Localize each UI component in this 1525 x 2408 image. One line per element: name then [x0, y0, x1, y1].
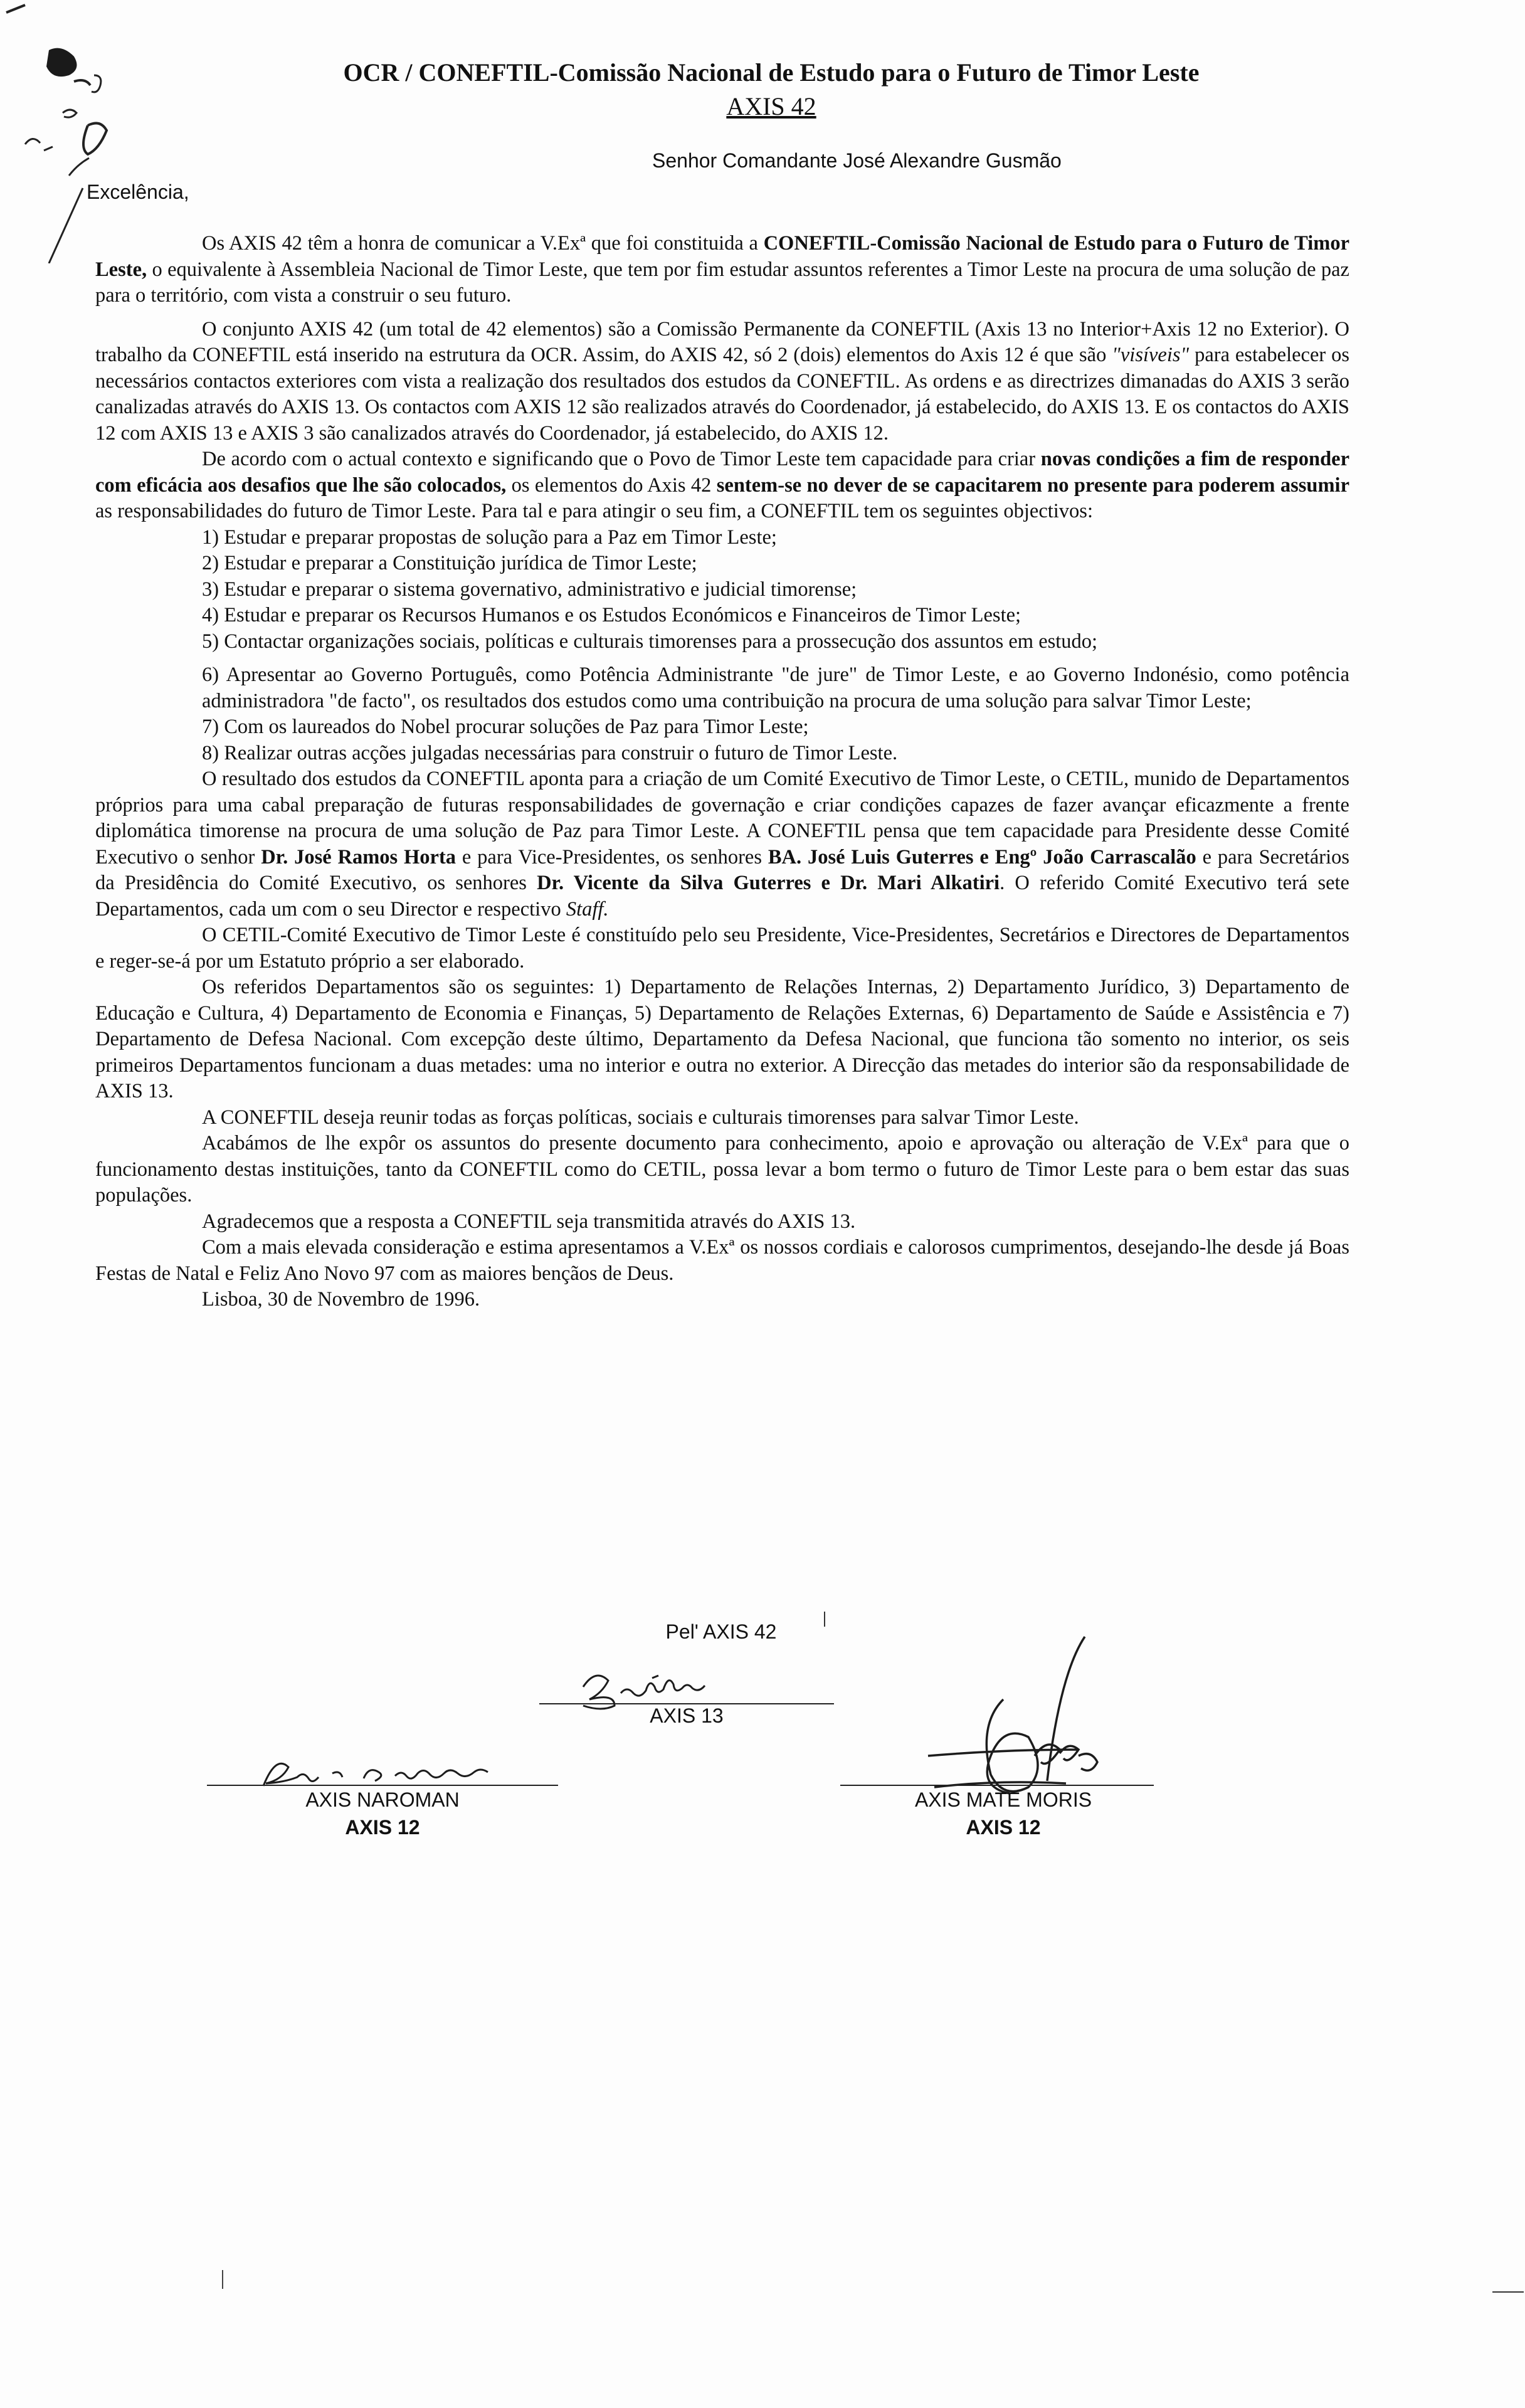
text-run: . O referido Comité Executivo terá sete Departamentos, cada um com o seu Director e respectivo — [95, 872, 1349, 921]
list-item: 8) Realizar outras acções julgadas necessárias para construir o futuro de Timor Leste. — [202, 741, 898, 764]
text-run-bold: Dr. José Ramos Horta — [261, 845, 456, 869]
paragraph: Com a mais elevada consideração e estima apresentamos a V.Exª os nossos cordiais e calorosos cumprimentos, desejando-lhe desde já Boas Festas de Natal e Feliz Ano Novo 97 com as maiores bençãos de Deus. — [95, 1236, 1349, 1285]
paragraph — [95, 766, 1349, 922]
signatory-group: AXIS 12 — [345, 1816, 420, 1839]
text-run: O resultado dos estudos da CONEFTIL aponta para a criação de um Comité Executivo de Timor Leste, o CETIL, munido de Departamentos próprios para uma cabal preparação de futuras responsabilidades de governação e criar condições capazes de fazer avançar eficazmente a frente diplomática timorense na procura de uma solução de Paz para Timor Leste. A CONEFTIL pensa que tem capacidade para Presidente desse Comité Executivo o senhor — [95, 768, 1349, 869]
signature-line — [840, 1785, 1154, 1786]
scan-artifact-mark — [219, 2270, 226, 2289]
list-item: 2) Estudar e preparar a Constituição jurídica de Timor Leste; — [202, 552, 697, 574]
text-run-bold: novas condições a fim de responder com eficácia aos desafios que lhe são colocados, — [95, 448, 1349, 497]
signature-axis-mate-moris — [853, 1630, 1141, 1806]
list-item: 7) Com os laureados do Nobel procurar soluções de Paz para Timor Leste; — [202, 716, 809, 738]
text-run: e para Secretários da Presidência do Comité Executivo, os senhores — [95, 845, 1350, 894]
paragraph: Acabámos de lhe expôr os assuntos do presente documento para conhecimento, apoio e aprovação ou alteração de V.Exª para que o funcionamento destas instituições, tanto da CONEFTIL como do CETIL, possa levar a bom termo o futuro de Timor Leste para o bem estar das suas populações. — [95, 1132, 1349, 1207]
signatory-name: AXIS NAROMAN — [305, 1788, 460, 1811]
paragraph — [95, 446, 1349, 525]
text-run-bold: Dr. Vicente da Silva Guterres e Dr. Mari Alkatiri — [537, 872, 1000, 894]
signatory-name: AXIS 13 — [650, 1704, 724, 1727]
text-run-bold: sentem-se no dever de se capacitarem no presente para poderem assumir — [716, 473, 1349, 497]
text-run-italic: "visíveis" — [1112, 344, 1190, 366]
text-run-bold: BA. José Luis Guterres e Engº João Carrascalão — [768, 845, 1196, 869]
text-run-bold: CONEFTIL-Comissão Nacional de Estudo para o Futuro de Timor Leste, — [95, 232, 1349, 281]
list-item: 4) Estudar e preparar os Recursos Humanos e os Estudos Económicos e Financeiros de Timor Leste; — [202, 604, 1021, 626]
scan-artifact-mark — [821, 1612, 828, 1627]
signatory-name: AXIS MATE MORIS — [914, 1788, 1092, 1811]
text-run: os elementos do Axis 42 — [506, 473, 717, 497]
text-run: e para Vice-Presidentes, os senhores — [456, 845, 768, 869]
text-run-italic: Staff. — [566, 897, 609, 921]
signed-by: Pel' AXIS 42 — [665, 1620, 777, 1643]
signature-line — [207, 1785, 558, 1786]
paragraph — [95, 231, 1349, 309]
paragraph — [95, 317, 1349, 447]
closing-date: Lisboa, 30 de Novembro de 1996. — [202, 1288, 480, 1311]
text-run: o equivalente à Assembleia Nacional de Timor Leste, que tem por fim estudar assuntos referentes a Timor Leste na procura de uma solução de paz para o território, com vista a construir o seu futuro. — [95, 258, 1349, 307]
paragraph: O CETIL-Comité Executivo de Timor Leste é constituído pelo seu Presidente, Vice-Presidentes, Secretários e Directores de Departamentos e reger-se-á por um Estatuto próprio a ser elaborado. — [95, 924, 1349, 973]
addressee: Senhor Comandante José Alexandre Gusmão — [652, 149, 1062, 172]
text-run: Os AXIS 42 têm a honra de comunicar a V.Exª que foi constituida a — [202, 232, 764, 255]
paragraph: Os referidos Departamentos são os seguintes: 1) Departamento de Relações Internas, 2) Departamento Jurídico, 3) Departamento de Educação e Cultura, 4) Departamento de Economia e Finanças, 5) Departamento de Relações Externas, 6) Departamento de Saúde e Assistência e 7) Departamento de Defesa Nacional. Com excepção deste último, Departamento da Defesa Nacional, que funciona tão somento no interior, os seis primeiros Departamentos funcionam a duas metades: uma no interior e outra no exterior. A Direcção das metades do interior são da responsabilidade de AXIS 13. — [95, 976, 1349, 1102]
paragraph: Agradecemos que a resposta a CONEFTIL seja transmitida através do AXIS 13. — [202, 1210, 856, 1233]
salutation: Excelência, — [87, 181, 189, 203]
text-run: para estabelecer os necessários contactos exteriores com vista a realização dos resultados dos estudos da CONEFTIL. As ordens e as directrizes dimanadas do AXIS 3 serão canalizadas através do AXIS 13. Os contactos com AXIS 12 são realizados através do Coordenador, já estabelecido, do AXIS 13. E os contactos do AXIS 12 com AXIS 13 e AXIS 3 são canalizados através do Coordenador, já estabelecido, do AXIS 12. — [95, 344, 1349, 445]
list-item: 1) Estudar e preparar propostas de solução para a Paz em Timor Leste; — [202, 525, 777, 549]
letter-body — [95, 231, 1349, 1313]
document-subtitle: AXIS 42 — [726, 92, 816, 120]
handwritten-annotation-mark — [0, 0, 163, 263]
scan-artifact-mark — [1492, 2289, 1524, 2295]
list-item: 6) Apresentar ao Governo Português, como Potência Administrante "de jure" de Timor Leste, e ao Governo Indonésio, como potência administradora "de facto", os resultados dos estudos como uma contribuição na procura de uma solução para salvar Timor Leste; — [202, 663, 1349, 712]
list-item: 5) Contactar organizações sociais, políticas e culturais timorenses para a prossecução dos assuntos em estudo; — [202, 630, 1098, 653]
signatory-group: AXIS 12 — [966, 1816, 1041, 1839]
text-run: O conjunto AXIS 42 (um total de 42 elementos) são a Comissão Permanente da CONEFTIL (Axis 13 no Interior+Axis 12 no Exterior). O trabalho da CONEFTIL está inserido na estrutura da OCR. Assim, do AXIS 42, só 2 (dois) elementos do Axis 12 é que são — [95, 317, 1349, 366]
text-run: De acordo com o actual contexto e significando que o Povo de Timor Leste tem capacidade para criar — [202, 448, 1041, 470]
paragraph: A CONEFTIL deseja reunir todas as forças políticas, sociais e culturais timorenses para salvar Timor Leste. — [202, 1106, 1079, 1129]
list-item: 3) Estudar e preparar o sistema governativo, administrativo e judicial timorense; — [202, 578, 857, 601]
document-title: OCR / CONEFTIL-Comissão Nacional de Estudo para o Futuro de Timor Leste — [343, 58, 1200, 87]
text-run: as responsabilidades do futuro de Timor Leste. Para tal e para atingir o seu fim, a CONEFTIL tem os seguintes objectivos: — [95, 500, 1093, 522]
